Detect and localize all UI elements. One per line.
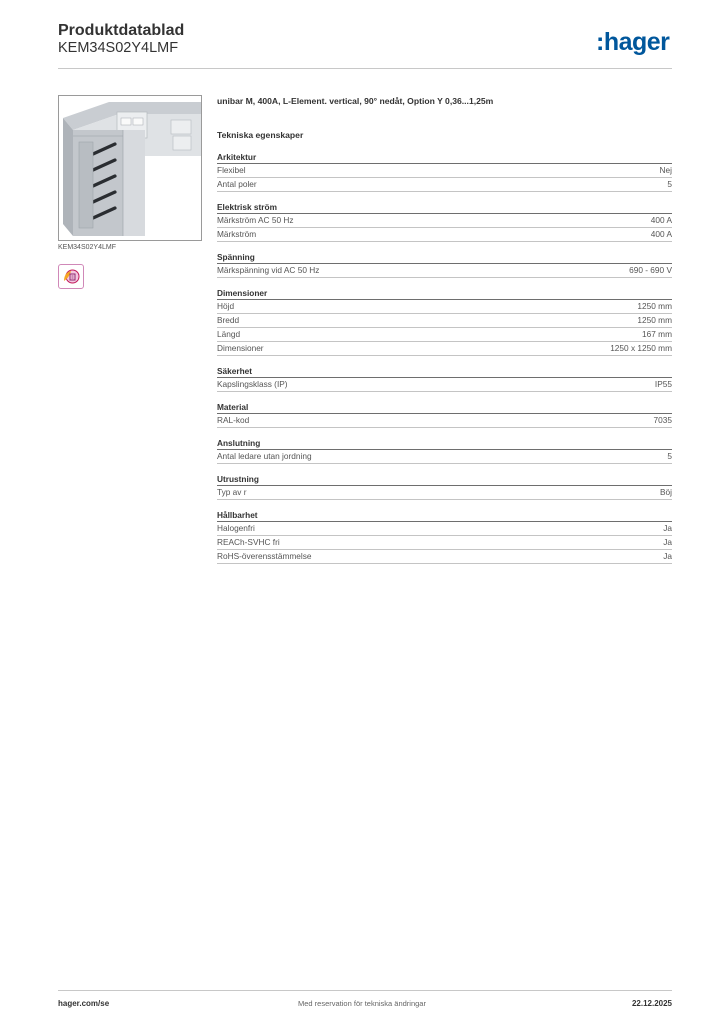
eco-leaf-icon [59,265,83,288]
spec-label: Flexibel [217,165,246,175]
spec-label: Typ av r [217,487,247,497]
spec-value: 5 [667,179,672,189]
spec-label: Bredd [217,315,240,325]
spec-row [217,486,672,500]
spec-row [217,264,672,278]
spec-value: Ja [663,537,672,547]
spec-value: Ja [663,523,672,533]
spec-group [217,252,672,278]
spec-group-title: Utrustning [217,474,672,486]
spec-value: Böj [660,487,672,497]
spec-row [217,378,672,392]
footer-divider [58,990,672,991]
spec-label: REACh-SVHC fri [217,537,280,547]
spec-group [217,366,672,392]
spec-label: Längd [217,329,241,339]
spec-group-title: Anslutning [217,438,672,450]
spec-group [217,202,672,242]
footer-date: 22.12.2025 [631,999,672,1008]
image-caption: KEM34S02Y4LMF [58,244,116,251]
hager-logo [596,28,676,56]
spec-label: RAL-kod [217,415,250,425]
spec-label: Kapslingsklass (IP) [217,379,288,389]
spec-value: 167 mm [642,329,672,339]
spec-row [217,314,672,328]
spec-group [217,152,672,192]
spec-row [217,450,672,464]
spec-value: IP55 [654,379,672,389]
spec-group [217,438,672,464]
footer-disclaimer: Med reservation för tekniska ändringar [298,999,426,1008]
spec-group [217,288,672,356]
spec-row [217,414,672,428]
spec-value: 400 A [650,215,672,225]
spec-label: Märkström [217,229,257,239]
product-reference: KEM34S02Y4LMF [58,40,179,56]
logo-text: :hager [596,28,670,56]
spec-label: Höjd [217,301,235,311]
busbar-element-icon [59,96,201,240]
spec-row [217,536,672,550]
spec-group-title: Säkerhet [217,366,672,378]
spec-row [217,328,672,342]
spec-label: Antal ledare utan jordning [217,451,312,461]
spec-row [217,550,672,564]
spec-label: Dimensioner [217,343,264,353]
spec-value: 7035 [653,415,672,425]
spec-value: Ja [663,551,672,561]
spec-row [217,228,672,242]
spec-row [217,342,672,356]
spec-value: 690 - 690 V [629,265,672,275]
spec-value: 1250 mm [637,315,672,325]
spec-value: 1250 mm [637,301,672,311]
spec-group-title: Elektrisk ström [217,202,672,214]
header-divider [58,68,672,69]
page-title: Produktdatablad [58,22,185,39]
spec-row [217,522,672,536]
sustainability-badge-icon [58,264,84,289]
spec-table [217,152,672,574]
spec-group-title: Hållbarhet [217,510,672,522]
spec-group [217,510,672,564]
spec-row [217,164,672,178]
product-image [58,95,202,241]
spec-label: Märkspänning vid AC 50 Hz [217,265,320,275]
spec-value: 5 [667,451,672,461]
spec-label: RoHS-överensstämmelse [217,551,312,561]
spec-value: 400 A [650,229,672,239]
spec-group-title: Dimensioner [217,288,672,300]
spec-value: Nej [659,165,672,175]
spec-value: 1250 x 1250 mm [610,343,672,353]
spec-label: Antal poler [217,179,257,189]
spec-group-title: Spänning [217,252,672,264]
spec-group-title: Material [217,402,672,414]
spec-group [217,402,672,428]
spec-row [217,214,672,228]
spec-label: Märkström AC 50 Hz [217,215,294,225]
spec-row [217,300,672,314]
spec-group [217,474,672,500]
product-description: unibar M, 400A, L-Element. vertical, 90° nedåt, Option Y 0,36...1,25m [217,96,494,106]
spec-row [217,178,672,192]
spec-group-title: Arkitektur [217,152,672,164]
footer-website: hager.com/se [58,999,110,1008]
spec-label: Halogenfri [217,523,255,533]
specs-heading: Tekniska egenskaper [217,130,304,140]
